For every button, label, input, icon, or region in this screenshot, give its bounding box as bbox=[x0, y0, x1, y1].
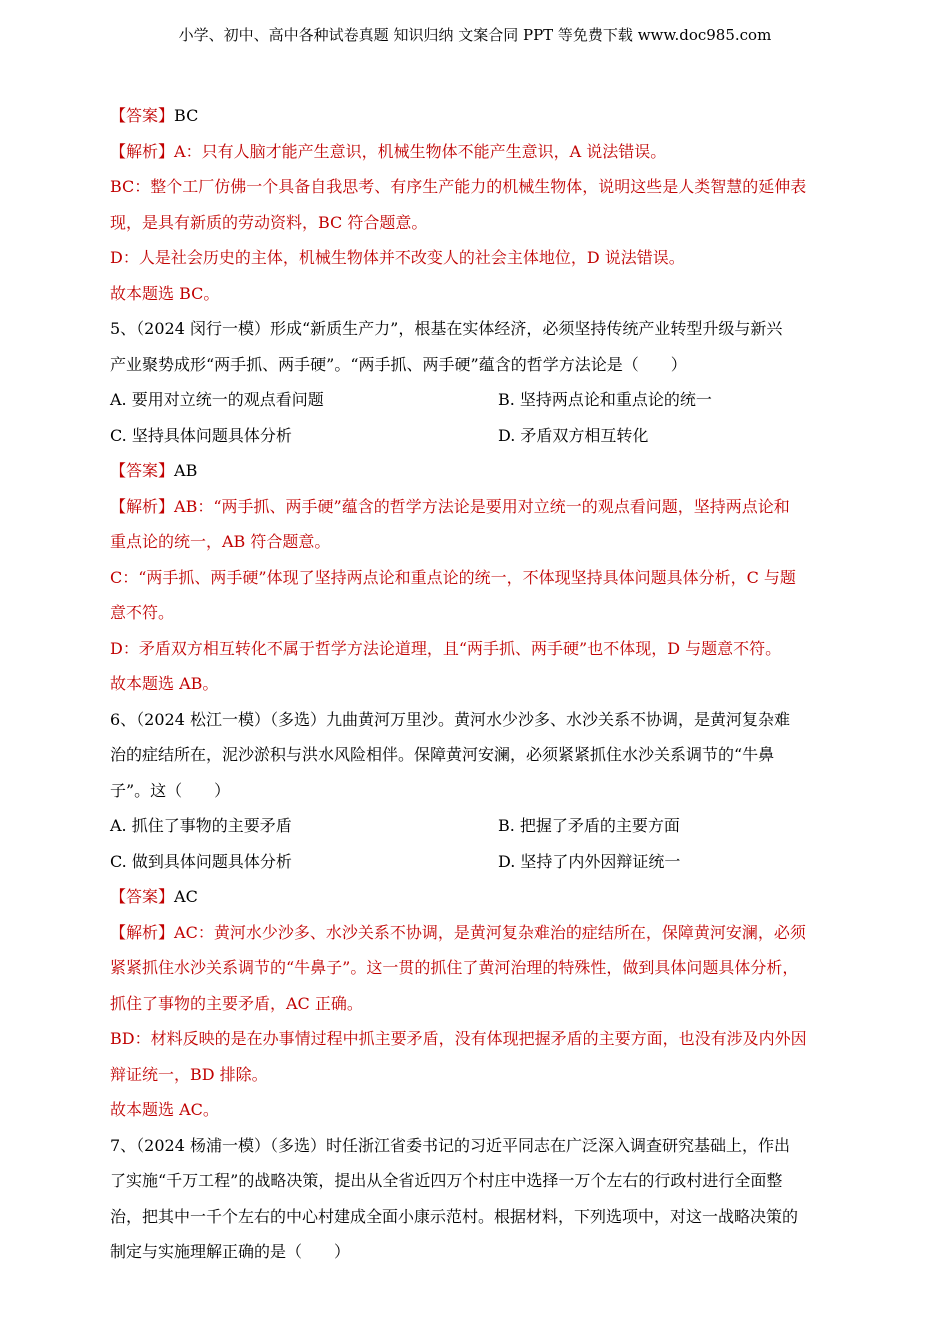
explanation-line: D：人是社会历史的主体，机械生物体并不改变人的社会主体地位，D 说法错误。 bbox=[110, 248, 685, 267]
answer-line bbox=[110, 453, 840, 489]
explanation-line: C：“两手抓、两手硬”体现了坚持两点论和重点论的统一，不体现坚持具体问题具体分析，C 与题 bbox=[110, 567, 796, 587]
explanation-line: BC：整个工厂仿佛一个具备自我思考、有序生产能力的机械生物体，说明这些是人类智慧的延伸表 bbox=[110, 177, 807, 196]
explanation-line: 意不符。 bbox=[110, 603, 175, 622]
explanation-line: 故本题选 AB。 bbox=[110, 674, 219, 693]
explanation-line: 故本题选 AC。 bbox=[110, 1100, 219, 1119]
explanation-line: D：矛盾双方相互转化不属于哲学方法论道理，且“两手抓、两手硬”也不体现，D 与题意不符。 bbox=[110, 638, 782, 658]
options-grid bbox=[110, 808, 840, 879]
analysis-line bbox=[110, 489, 840, 525]
question-line: 7、（2024 杨浦一模）（多选）时任浙江省委书记的习近平同志在广泛深入调查研究基础上，作出 bbox=[110, 1135, 790, 1155]
analysis-label: 【解析】 bbox=[110, 496, 175, 516]
analysis-label: 【解析】 bbox=[110, 141, 175, 161]
answer-value: AB bbox=[174, 461, 198, 480]
analysis-line bbox=[110, 524, 840, 560]
question-line: 了实施“千万工程”的战略决策，提出从全省近四万个村庄中选择一万个左右的行政村进行全面整 bbox=[110, 1171, 783, 1190]
analysis-text: 抓住了事物的主要矛盾，AC 正确。 bbox=[110, 993, 363, 1013]
question-line: 5、（2024 闵行一模）形成“新质生产力”，根基在实体经济，必须坚持传统产业转型升级与新兴 bbox=[110, 319, 783, 338]
question-line: 治的症结所在，泥沙淤积与洪水风险相伴。保障黄河安澜，必须紧紧抓住水沙关系调节的“牛鼻 bbox=[110, 745, 775, 764]
question-line: 产业聚势成形“两手抓、两手硬”。“两手抓、两手硬”蕴含的哲学方法论是（ ） bbox=[110, 354, 687, 374]
document-body bbox=[110, 98, 840, 1270]
explanation-line: 现，是具有新质的劳动资料，BC 符合题意。 bbox=[110, 212, 428, 232]
answer-label: 【答案】 bbox=[110, 106, 175, 125]
analysis-label: 【解析】 bbox=[110, 922, 175, 942]
analysis-text: A：只有人脑才能产生意识，机械生物体不能产生意识，A 说法错误。 bbox=[174, 141, 667, 161]
analysis-text: AC：黄河水少沙多、水沙关系不协调，是黄河复杂难治的症结所在，保障黄河安澜，必须 bbox=[174, 922, 806, 942]
page-header: 小学、初中、高中各种试卷真题 知识归纳 文案合同 PPT 等免费下载 www.doc985.com bbox=[178, 26, 772, 44]
analysis-text: 紧紧抓住水沙关系调节的“牛鼻子”。这一贯的抓住了黄河治理的特殊性，做到具体问题具体分析， bbox=[110, 958, 799, 977]
explanation-line: 辩证统一，BD 排除。 bbox=[110, 1064, 268, 1084]
question-line: 治，把其中一千个左右的中心村建成全面小康示范村。根据材料，下列选项中，对这一战略决策的 bbox=[110, 1206, 799, 1226]
option-item: C. 坚持具体问题具体分析 bbox=[110, 425, 292, 445]
option-item: D. 矛盾双方相互转化 bbox=[498, 425, 649, 445]
option-item: A. 要用对立统一的观点看问题 bbox=[110, 390, 324, 409]
answer-value: AC bbox=[174, 887, 198, 906]
analysis-text: 重点论的统一，AB 符合题意。 bbox=[110, 532, 331, 551]
question-line: 子”。这（ ） bbox=[110, 780, 231, 800]
option-item: B. 坚持两点论和重点论的统一 bbox=[498, 390, 712, 409]
question-line: 6、（2024 松江一模）（多选）九曲黄河万里沙。黄河水少沙多、水沙关系不协调，是黄河复杂难 bbox=[110, 709, 790, 729]
analysis-line bbox=[110, 134, 840, 170]
option-item: C. 做到具体问题具体分析 bbox=[110, 851, 292, 871]
option-item: B. 把握了矛盾的主要方面 bbox=[498, 816, 680, 835]
option-item: A. 抓住了事物的主要矛盾 bbox=[110, 816, 292, 835]
explanation-line: BD：材料反映的是在办事情过程中抓主要矛盾，没有体现把握矛盾的主要方面，也没有涉及内外因 bbox=[110, 1029, 807, 1048]
analysis-text: AB：“两手抓、两手硬”蕴含的哲学方法论是要用对立统一的观点看问题，坚持两点论和 bbox=[174, 496, 790, 516]
analysis-line bbox=[110, 950, 840, 986]
analysis-line bbox=[110, 915, 840, 951]
answer-label: 【答案】 bbox=[110, 887, 175, 906]
answer-line bbox=[110, 879, 840, 915]
options-grid bbox=[110, 382, 840, 453]
analysis-line bbox=[110, 986, 840, 1022]
answer-label: 【答案】 bbox=[110, 461, 175, 480]
explanation-line: 故本题选 BC。 bbox=[110, 283, 220, 303]
option-item: D. 坚持了内外因辩证统一 bbox=[498, 851, 681, 871]
answer-line bbox=[110, 98, 840, 134]
answer-value: BC bbox=[174, 106, 199, 125]
question-line: 制定与实施理解正确的是（ ） bbox=[110, 1242, 351, 1261]
